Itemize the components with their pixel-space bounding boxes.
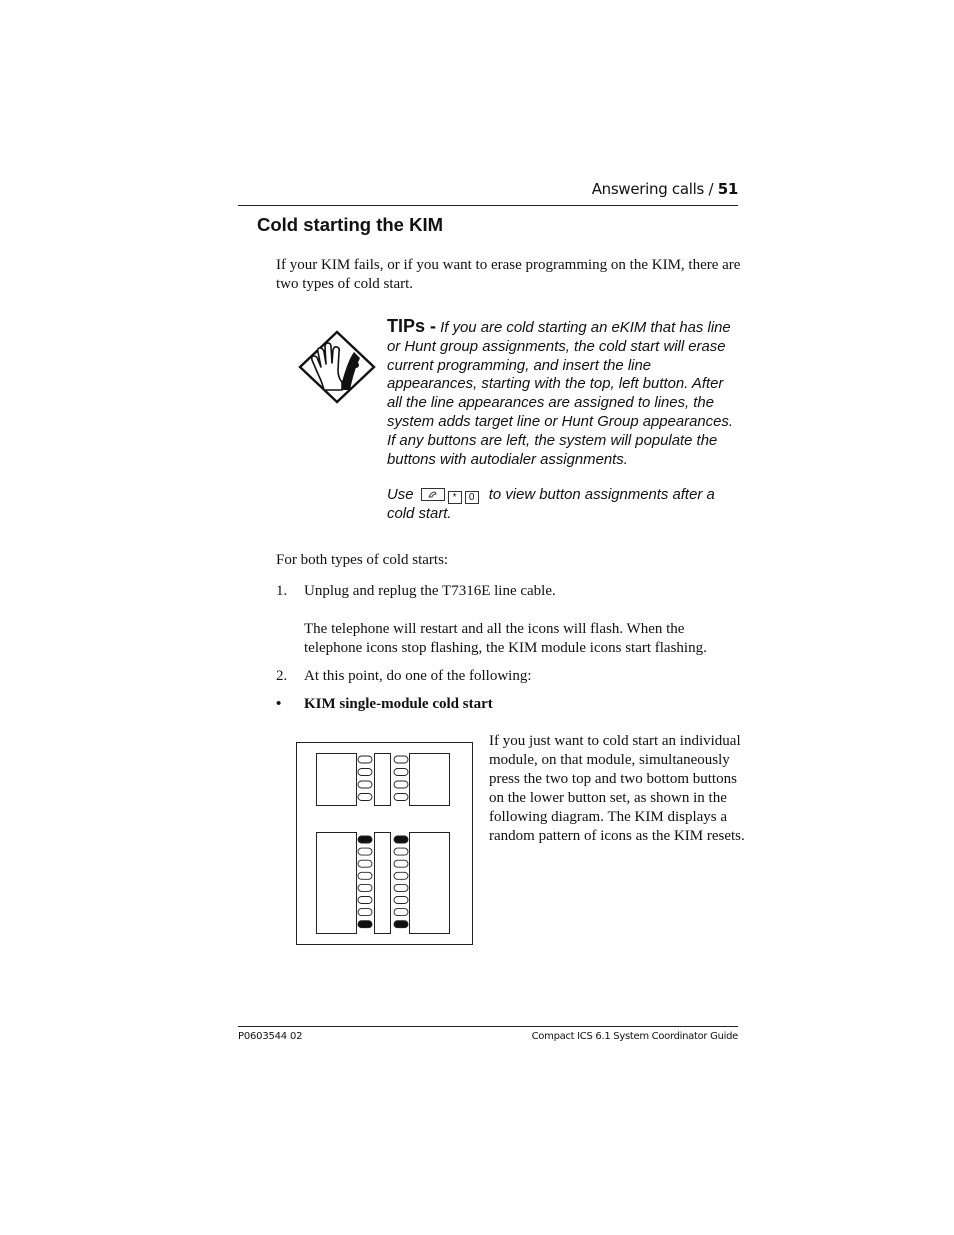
kim-button [394,769,408,776]
kim-paragraph: If you just want to cold start an individual module, on that module, simultaneously press the two top and two bottom buttons on the lower button set, as shown in the following diagram. The KIM displays a random pattern of icons as the KIM resets. [489,733,745,844]
step-1-text: Unplug and replug the T7316E line cable. [304,583,556,599]
bullet-marker: • [276,696,282,712]
kim-button [394,884,408,891]
both-types-text: For both types of cold starts: [276,552,449,568]
kim-button [358,848,372,855]
tips-label: TIPs - [387,316,437,336]
kim-button [394,897,408,904]
running-header-section: Answering calls / [591,180,714,198]
kim-button [394,909,408,916]
star-key-icon: * [448,491,462,504]
kim-button [358,769,372,776]
tips-block [387,317,737,469]
step-2-text: At this point, do one of the following: [304,668,532,684]
hand-stop-icon [298,330,376,404]
kim-button-pressed [394,836,408,843]
kim-button-pressed [358,836,372,843]
kim-button [358,781,372,788]
kim-button [358,794,372,801]
kim-button [394,794,408,801]
kim-button-pressed [358,921,372,928]
kim-button [394,781,408,788]
kim-module-diagram [296,742,473,945]
section-title: Cold starting the KIM [257,214,444,235]
page-number: 51 [717,180,738,198]
feature-key-icon [421,488,445,501]
bullet-heading: KIM single-module cold start [304,696,493,712]
kim-button [394,756,408,763]
footer-title: Compact ICS 6.1 System Coordinator Guide [531,1031,738,1042]
kim-button [358,909,372,916]
intro-paragraph: If your KIM fails, or if you want to erase programming on the KIM, there are two types of cold start. [276,257,741,292]
step-1-number: 1. [276,583,288,599]
kim-button [358,756,372,763]
kim-button [358,897,372,904]
step-1-detail: The telephone will restart and all the icons will flash. When the telephone icons stop flashing, the KIM module icons start flashing. [304,621,707,656]
header-rule [238,205,738,206]
kim-button [358,884,372,891]
kim-button-pressed [394,921,408,928]
kim-button [358,860,372,867]
use-suffix: to view button assignments after a cold start. [387,487,715,522]
running-header [592,180,738,198]
kim-button [394,860,408,867]
footer-doc-number: P0603544 02 [238,1031,303,1042]
kim-button [394,848,408,855]
step-2-number: 2. [276,668,288,684]
tips-use-line [387,486,737,524]
zero-key-icon: 0 [465,491,479,504]
use-prefix: Use [387,487,414,503]
kim-button [394,872,408,879]
footer-rule [238,1026,738,1027]
kim-button [358,872,372,879]
tips-text: If you are cold starting an eKIM that has line or Hunt group assignments, the cold start will erase current programming, and insert the line appearances, starting with the top, left button. After all the line appearances are assigned to lines, the system adds target line or Hunt Group appearances. If any buttons are left, the system will populate the buttons with autodialer assignments. [387,320,733,468]
